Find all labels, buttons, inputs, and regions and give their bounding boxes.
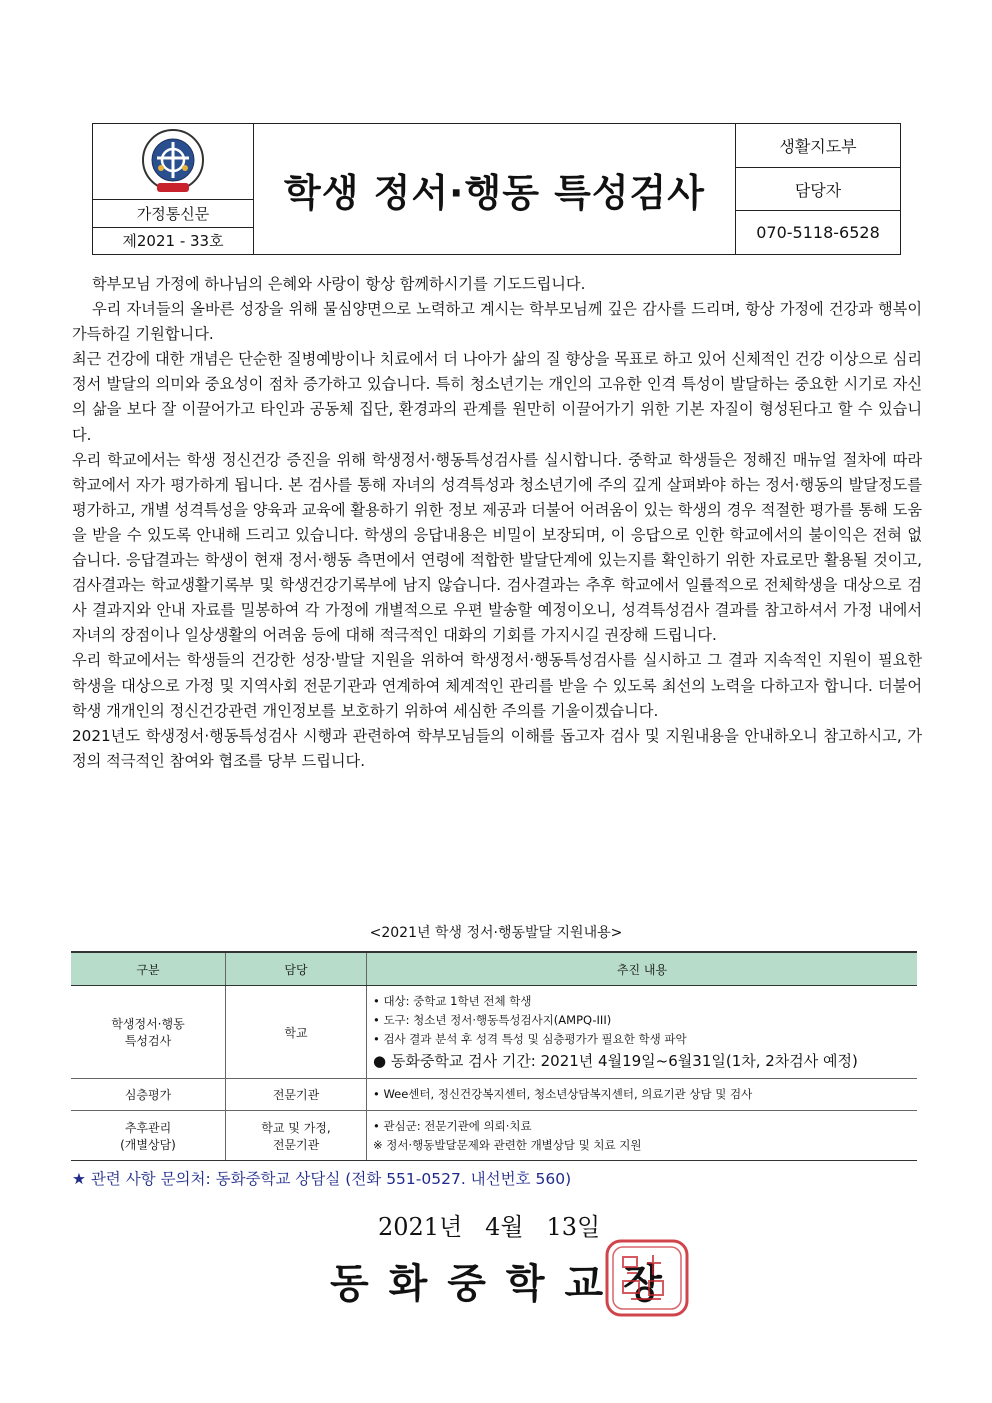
table-header-row xyxy=(71,952,917,986)
department-name: 생활지도부 xyxy=(779,136,857,156)
contact-note: ★ 관련 사항 문의처: 동화중학교 상담실 (전화 551-0527. 내선번호 560) xyxy=(72,1170,572,1188)
row-owner: 학교 xyxy=(226,986,367,1079)
owner-line: 전문기관 xyxy=(272,1137,320,1152)
category-line: 특성검사 xyxy=(124,1034,172,1048)
header-category: 구분 xyxy=(71,952,226,986)
content-item: • 검사 결과 분석 후 성격 특성 및 심층평가가 필요한 학생 파악 xyxy=(373,1031,687,1046)
school-emblem-icon xyxy=(137,128,209,196)
content-item: ※ 정서·행동발달문제와 관련한 개별상담 및 치료 지원 xyxy=(373,1137,642,1152)
paragraph-greeting: 학부모님 가정에 하나님의 은혜와 사랑이 항상 함께하시기를 기도드립니다. xyxy=(92,275,586,293)
row-content xyxy=(367,1079,918,1111)
test-period: ● 동화중학교 검사 기간: 2021년 4월19일~6월31일(1차, 2차검사 예정) xyxy=(373,1051,858,1070)
category-line: 추후관리 xyxy=(124,1120,172,1135)
newsletter-label: 가정통신문 xyxy=(136,204,210,223)
school-principal-sign: 동화중학교장 xyxy=(330,1260,682,1307)
table-row xyxy=(71,986,917,1079)
issue-date: 2021년 4월 13일 xyxy=(378,1213,601,1241)
table-row xyxy=(71,1079,917,1111)
letter-body xyxy=(72,272,922,774)
paragraph-thanks: 우리 자녀들의 올바른 성장을 위해 물심양면으로 노력하고 계시는 학부모님께 깊은 감사를 드리며, 항상 가정에 건강과 행복이 가득하길 기원합니다. xyxy=(72,300,922,344)
category-line: (개별상담) xyxy=(120,1137,176,1152)
school-logo xyxy=(93,124,253,200)
issue-number: 제2021 - 33호 xyxy=(93,227,253,255)
header-content: 추진 내용 xyxy=(367,952,918,986)
table-caption: <2021년 학생 정서·행동발달 지원내용> xyxy=(369,925,623,941)
table-row xyxy=(71,1111,917,1161)
row-content xyxy=(367,1111,918,1161)
newsletter-header xyxy=(92,123,901,255)
paragraph-test-intro: 우리 학교에서는 학생 정신건강 증진을 위해 학생정서·행동특성검사를 실시합니다. 중학교 학생들은 정해진 매뉴얼 절차에 따라 학교에서 자가 평가하게 됩니다. 본 검사를 통해 자녀의 성격특성과 청소년기에 주의 깊게 살펴봐야 하는 정서·행동의 발달정도를 평가하고, 개별 성격특성을 양육과 교육에 활용하기 위한 정보 제공과 더불어 어려움이 있는 학생의 경우 적절한 평가를 통해 도움을 받을 수 있도록 안내해 드리고 있습니다. 학생의 응답내용은 비밀이 보장되며, 이 응답으로 인한 학교에서의 불이익은 전혀 없습니다. 응답결과는 학생이 현재 정서·행동 측면에서 연령에 적합한 발달단계에 있는지를 확인하기 위한 자료로만 활용될 것이고, 검사결과는 학교생활기록부 및 학생건강기록부에 남지 않습니다. 검사결과는 추후 학교에서 일률적으로 전체학생을 대상으로 검사 결과지와 안내 자료를 밀봉하여 각 가정에 개별적으로 우편 발송할 예정이오니, 성격특성검사 결과를 참고하셔서 가정 내에서 자녀의 장점이나 일상생활의 어려움 등에 대해 적극적인 대화의 기회를 가지시길 권장해 드립니다. xyxy=(72,450,922,645)
row-category xyxy=(71,986,226,1079)
row-category: 심층평가 xyxy=(71,1079,226,1111)
content-item: • 도구: 청소년 정서·행동특성검사지(AMPQ-III) xyxy=(373,1012,612,1027)
support-table xyxy=(71,951,917,1161)
logo-cell xyxy=(93,124,254,254)
row-owner: 전문기관 xyxy=(226,1079,367,1111)
document-title: 학생 정서·행동 특성검사 xyxy=(254,124,736,254)
contact-person: 담당자 xyxy=(736,167,900,211)
content-item: • 관심군: 전문기관에 의뢰·치료 xyxy=(373,1118,532,1133)
row-content xyxy=(367,986,918,1079)
contact-phone: 070-5118-6528 xyxy=(736,210,900,254)
official-seal-icon xyxy=(601,1237,693,1319)
row-owner xyxy=(226,1111,367,1161)
owner-line: 학교 및 가정, xyxy=(261,1120,331,1135)
paragraph-health-concept: 최근 건강에 대한 개념은 단순한 질병예방이나 치료에서 더 나아가 삶의 질 향상을 목표로 하고 있어 신체적인 건강 이상으로 심리정서 발달의 의미와 중요성이 점차 증가하고 있습니다. 특히 청소년기는 개인의 고유한 인격 특성이 발달하는 중요한 시기로 자신의 삶을 보다 잘 이끌어가고 타인과 공동체 집단, 환경과의 관계를 원만히 이끌어가기 위한 기본 자질이 형성된다고 할 수 있습니다. xyxy=(72,350,922,444)
department-cell xyxy=(736,124,900,254)
paragraph-support: 우리 학교에서는 학생들의 건강한 성장·발달 지원을 위하여 학생정서·행동특성검사를 실시하고 그 결과 지속적인 지원이 필요한 학생을 대상으로 가정 및 지역사회 전문기관과 연계하여 체계적인 관리를 받을 수 있도록 최선의 노력을 다하고자 합니다. 더불어 학생 개개인의 정신건강관련 개인정보를 보호하기 위하여 세심한 주의를 기울이겠습니다. xyxy=(72,651,922,720)
category-line: 학생정서·행동 xyxy=(111,1017,185,1031)
row-category xyxy=(71,1111,226,1161)
paragraph-request: 2021년도 학생정서·행동특성검사 시행과 관련하여 학부모님들의 이해를 돕고자 검사 및 지원내용을 안내하오니 참고하시고, 가정의 적극적인 참여와 협조를 당부 드립니다. xyxy=(72,726,922,770)
content-item: • 대상: 중학교 1학년 전체 학생 xyxy=(373,993,532,1008)
content-item: • Wee센터, 정신건강복지센터, 청소년상담복지센터, 의료기관 상담 및 검사 xyxy=(373,1087,753,1101)
header-owner: 담당 xyxy=(226,952,367,986)
